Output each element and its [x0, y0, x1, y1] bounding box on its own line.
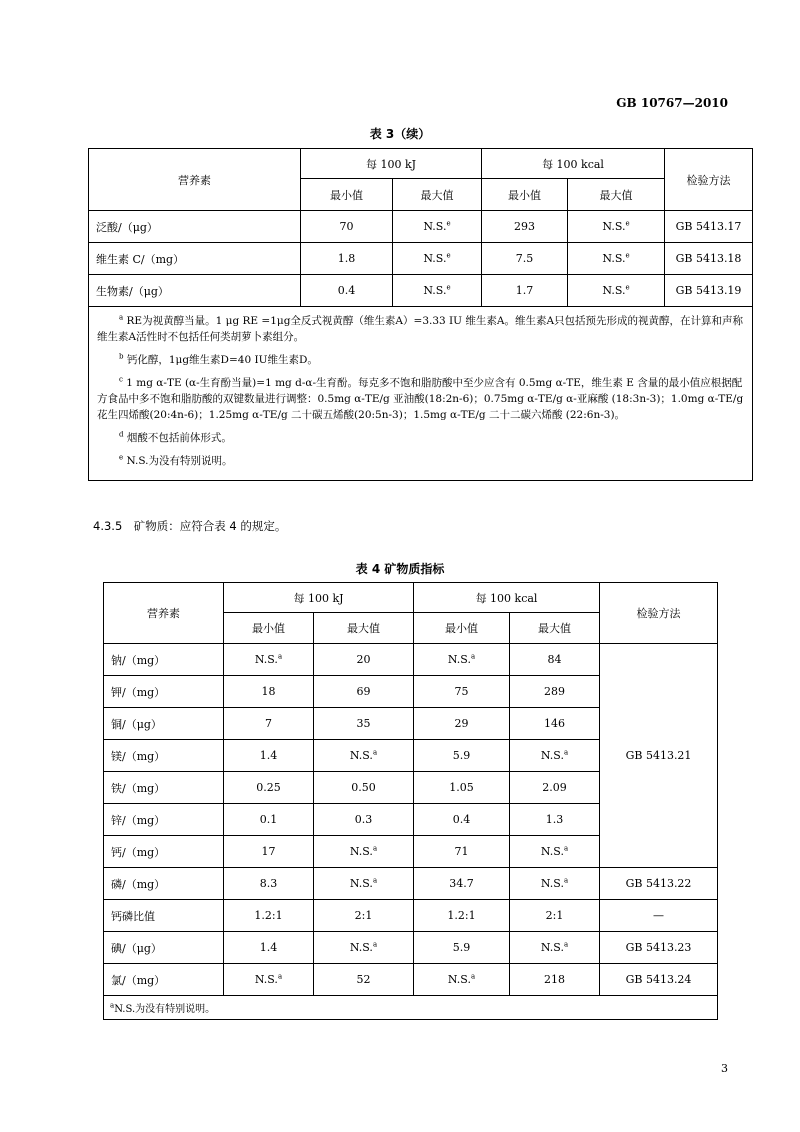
kj-min: 7 — [224, 708, 314, 740]
kcal-min: N.S.$^a$ — [414, 644, 510, 676]
kcal-min: 5.9 — [414, 740, 510, 772]
kj-min: 8.3 — [224, 868, 314, 900]
nutrient-name: 氯/（mg） — [104, 964, 224, 996]
kcal-max: N.S.$^a$ — [510, 932, 600, 964]
kj-min: 18 — [224, 676, 314, 708]
table-row — [104, 644, 718, 676]
table-row — [104, 900, 718, 932]
kj-min: 0.1 — [224, 804, 314, 836]
t3-header-nutrient: 营养素 — [89, 149, 301, 211]
t3-header-kj-min: 最小值 — [301, 179, 393, 211]
nutrient-name: 钠/（mg） — [104, 644, 224, 676]
kj-min: 1.4 — [224, 740, 314, 772]
nutrient-name: 钙/（mg） — [104, 836, 224, 868]
kcal-min: 34.7 — [414, 868, 510, 900]
kj-max: N.S.$^e$ — [393, 243, 482, 275]
kcal-max: N.S.$^e$ — [568, 211, 665, 243]
kcal-min: 1.05 — [414, 772, 510, 804]
kcal-max: N.S.$^a$ — [510, 868, 600, 900]
kj-max: N.S.$^e$ — [393, 211, 482, 243]
table4-caption: 表 4 矿物质指标 — [355, 562, 445, 576]
kcal-min: 1.2:1 — [414, 900, 510, 932]
kj-min: 17 — [224, 836, 314, 868]
kcal-max: 2:1 — [510, 900, 600, 932]
kj-min: 70 — [301, 211, 393, 243]
kcal-max: 289 — [510, 676, 600, 708]
kcal-min: 0.4 — [414, 804, 510, 836]
kcal-max: 218 — [510, 964, 600, 996]
table3-notes — [89, 307, 753, 481]
nutrient-name: 铁/（mg） — [104, 772, 224, 804]
table-note: $^e$ N.S.为没有特别说明。 — [119, 453, 233, 467]
kcal-min: N.S.$^a$ — [414, 964, 510, 996]
nutrient-name: 铜/（μg） — [104, 708, 224, 740]
t4-header-per-kcal: 每 100 kcal — [414, 583, 600, 613]
t4-header-kcal-min: 最小值 — [414, 613, 510, 644]
section-heading: 4.3.5 矿物质：应符合表 4 的规定。 — [93, 519, 287, 533]
table-note: $^c$ 1 mg α-TE (α-生育酚当量)=1 mg d-α-生育酚。每克多不饱和脂肪酸中至少应含有 0.5mg α-TE，维生素 E 含量的最小值应根据配方食品中多不饱和脂肪酸的双键数量进行调整：0.5mg α-TE/g 亚油酸(18:2n-6)；0.75mg α-TE/g α-亚麻酸 (18:3n-3)；1.0mg α-TE/g 花生四烯酸(20:4n-6)；1.25mg α-TE/g 二十碳五烯酸(20:5n-3)；1.5mg α-TE/g 二十二碳六烯酸 (22:6n-3)。 — [97, 375, 744, 421]
kcal-max: N.S.$^e$ — [568, 275, 665, 307]
kcal-max: 84 — [510, 644, 600, 676]
kcal-min: 5.9 — [414, 932, 510, 964]
kj-max: N.S.$^a$ — [314, 740, 414, 772]
table-row — [89, 243, 753, 275]
kcal-min: 29 — [414, 708, 510, 740]
kj-min: N.S.$^a$ — [224, 964, 314, 996]
test-method: GB 5413.22 — [600, 868, 718, 900]
nutrient-name: 镁/（mg） — [104, 740, 224, 772]
t3-header-kcal-max: 最大值 — [568, 179, 665, 211]
kj-max: N.S.$^e$ — [393, 275, 482, 307]
nutrient-name: 生物素/（μg） — [89, 275, 301, 307]
nutrient-name: 锌/（mg） — [104, 804, 224, 836]
nutrient-name: 磷/（mg） — [104, 868, 224, 900]
nutrient-name: 钾/（mg） — [104, 676, 224, 708]
test-method: GB 5413.19 — [665, 275, 753, 307]
nutrient-name: 维生素 C/（mg） — [89, 243, 301, 275]
nutrient-name: 泛酸/（μg） — [89, 211, 301, 243]
kcal-max: N.S.$^a$ — [510, 836, 600, 868]
kcal-min: 293 — [482, 211, 568, 243]
kcal-max: 146 — [510, 708, 600, 740]
table3 — [88, 148, 753, 481]
test-method: GB 5413.23 — [600, 932, 718, 964]
table-note: $^b$ 钙化醇，1μg维生素D=40 IU维生素D。 — [119, 352, 318, 366]
table-row — [104, 932, 718, 964]
table-note: $^a$ RE为视黄醇当量。1 μg RE =1μg全反式视黄醇（维生素A）=3.33 IU 维生素A。维生素A只包括预先形成的视黄醇，在计算和声称维生素A活性时不包括任何类胡萝卜素组分。 — [97, 313, 744, 343]
kj-max: 20 — [314, 644, 414, 676]
table-row — [89, 211, 753, 243]
kcal-max: N.S.$^e$ — [568, 243, 665, 275]
kcal-min: 1.7 — [482, 275, 568, 307]
kj-min: 1.4 — [224, 932, 314, 964]
test-method: GB 5413.24 — [600, 964, 718, 996]
kcal-min: 75 — [414, 676, 510, 708]
kcal-min: 7.5 — [482, 243, 568, 275]
kj-min: 1.8 — [301, 243, 393, 275]
kj-max: N.S.$^a$ — [314, 868, 414, 900]
t4-header-kj-min: 最小值 — [224, 613, 314, 644]
kj-max: 35 — [314, 708, 414, 740]
standard-code: GB 10767—2010 — [616, 96, 728, 110]
kcal-max: 1.3 — [510, 804, 600, 836]
table-note: $^d$ 烟酸不包括前体形式。 — [119, 430, 232, 444]
nutrient-name: 钙磷比值 — [104, 900, 224, 932]
table4-note: $^a$N.S.为没有特别说明。 — [104, 996, 718, 1020]
kj-max: 52 — [314, 964, 414, 996]
kj-min: 0.4 — [301, 275, 393, 307]
test-method: — — [600, 900, 718, 932]
nutrient-name: 碘/（μg） — [104, 932, 224, 964]
kj-max: N.S.$^a$ — [314, 932, 414, 964]
t4-header-method: 检验方法 — [600, 583, 718, 644]
kcal-max: 2.09 — [510, 772, 600, 804]
t3-header-kj-max: 最大值 — [393, 179, 482, 211]
test-method-group: GB 5413.21 — [600, 644, 718, 868]
page-number: 3 — [721, 1062, 728, 1075]
t4-header-kj-max: 最大值 — [314, 613, 414, 644]
t4-header-per-kj: 每 100 kJ — [224, 583, 414, 613]
kj-max: 69 — [314, 676, 414, 708]
t3-header-per-kcal: 每 100 kcal — [482, 149, 665, 179]
kj-max: N.S.$^a$ — [314, 836, 414, 868]
t4-header-nutrient: 营养素 — [104, 583, 224, 644]
kcal-min: 71 — [414, 836, 510, 868]
table4 — [103, 582, 718, 1020]
t3-header-per-kj: 每 100 kJ — [301, 149, 482, 179]
t3-header-method: 检验方法 — [665, 149, 753, 211]
test-method: GB 5413.17 — [665, 211, 753, 243]
table-row — [104, 868, 718, 900]
table-row — [89, 275, 753, 307]
kj-max: 2:1 — [314, 900, 414, 932]
kj-max: 0.3 — [314, 804, 414, 836]
test-method: GB 5413.18 — [665, 243, 753, 275]
kj-min: 1.2:1 — [224, 900, 314, 932]
kcal-max: N.S.$^a$ — [510, 740, 600, 772]
kj-min: N.S.$^a$ — [224, 644, 314, 676]
t3-header-kcal-min: 最小值 — [482, 179, 568, 211]
t4-header-kcal-max: 最大值 — [510, 613, 600, 644]
table3-caption: 表 3（续） — [369, 127, 431, 141]
table-row — [104, 964, 718, 996]
kj-min: 0.25 — [224, 772, 314, 804]
kj-max: 0.50 — [314, 772, 414, 804]
